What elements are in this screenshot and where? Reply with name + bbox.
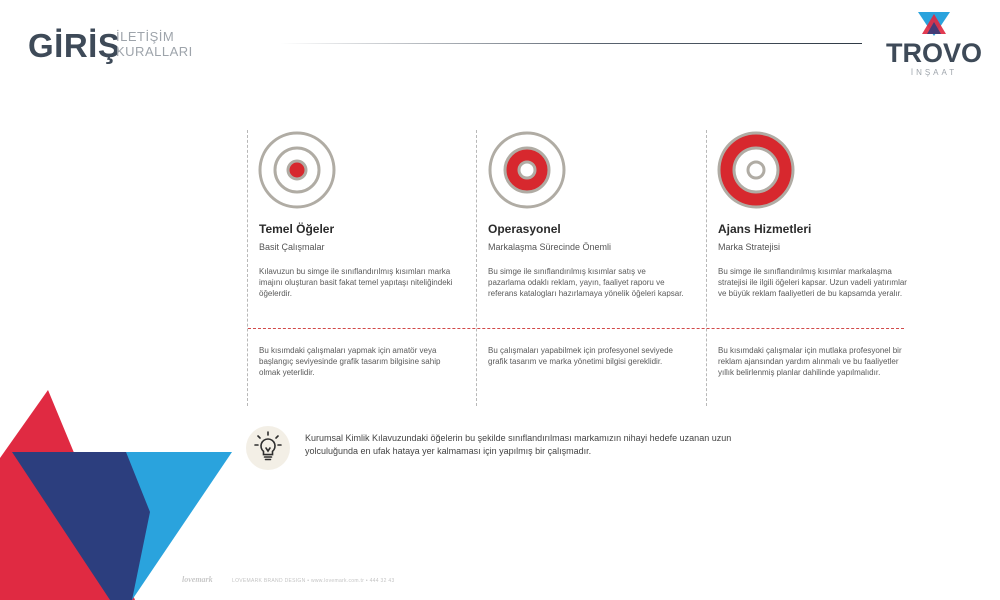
column-title: Operasyonel (488, 222, 561, 236)
column-description: Kılavuzun bu simge ile sınıflandırılmış kısımları marka imajını oluşturan basit fakat temel yapıtaşı niteliğindeki öğelerdir. (259, 267, 453, 298)
lightbulb-badge (246, 426, 290, 470)
column-divider (476, 130, 477, 406)
column-note: Bu çalışmaları yapabilmek için profesyonel seviyede grafik tasarım ve marka yönetimi bilgisi gereklidir. (488, 346, 673, 366)
header-divider (280, 43, 862, 44)
column-note: Bu kısımdaki çalışmalar için mutlaka profesyonel bir reklam ajansından yardım alınmalı ve bu faaliyetler yıllık belirlenmiş planlar dahilinde yapılmalıdır. (718, 346, 902, 377)
target-small-center-icon (257, 130, 337, 210)
lightbulb-icon (246, 426, 290, 470)
bottom-note: Kurumsal Kimlik Kılavuzundaki öğelerin bu şekilde sınıflandırılması markamızın nihayi hedefe uzanan uzun yolculuğunda en ufak hataya yer kalmaması için yapılmış bir çalışmadır. (305, 433, 732, 456)
page-subtitle (116, 29, 193, 59)
logo-subtitle: İNŞAAT (910, 68, 958, 77)
trovo-logo (884, 10, 984, 80)
column-note: Bu kısımdaki çalışmaları yapmak için amatör veya başlangıç seviyesinde grafik tasarım bilgisine sahip olmak yeterlidir. (259, 346, 441, 377)
page-subtitle-line1: İLETİŞİM (116, 29, 175, 44)
logo-triangles-icon (884, 10, 984, 40)
column-title: Ajans Hizmetleri (718, 222, 812, 236)
section-divider (248, 328, 904, 329)
target-medium-center-icon (487, 130, 567, 210)
page-title: GİRİŞ (28, 27, 121, 64)
decorative-triangles (0, 380, 240, 600)
footer-text: LOVEMARK BRAND DESIGN • www.lovemark.com.tr • 444 32 43 (232, 578, 395, 584)
column-description: Bu simge ile sınıflandırılmış kısımlar markalaşma stratejisi ile ilgili öğeleri kapsar. Uzun vadeli yatırımlar ve büyük reklam faaliyetleri de bu kapsamda yeralır. (718, 267, 907, 298)
column-description: Bu simge ile sınıflandırılmış kısımlar satış ve pazarlama odaklı reklam, yayın, faaliyet raporu ve referans katalogları hazırlamaya yönelik öğeleri kapsar. (488, 267, 684, 298)
column-subtitle: Marka Stratejisi (718, 242, 781, 252)
column-divider (706, 130, 707, 406)
column-divider (247, 130, 248, 406)
logo-wordmark: TROVO (885, 38, 982, 68)
page-subtitle-line2: KURALLARI (116, 44, 193, 59)
footer-brand-logo: lovemark (182, 575, 213, 584)
column-subtitle: Markalaşma Sürecinde Önemli (488, 242, 612, 252)
column-subtitle: Basit Çalışmalar (259, 242, 325, 252)
target-large-center-icon (716, 130, 796, 210)
column-title: Temel Öğeler (259, 222, 335, 236)
